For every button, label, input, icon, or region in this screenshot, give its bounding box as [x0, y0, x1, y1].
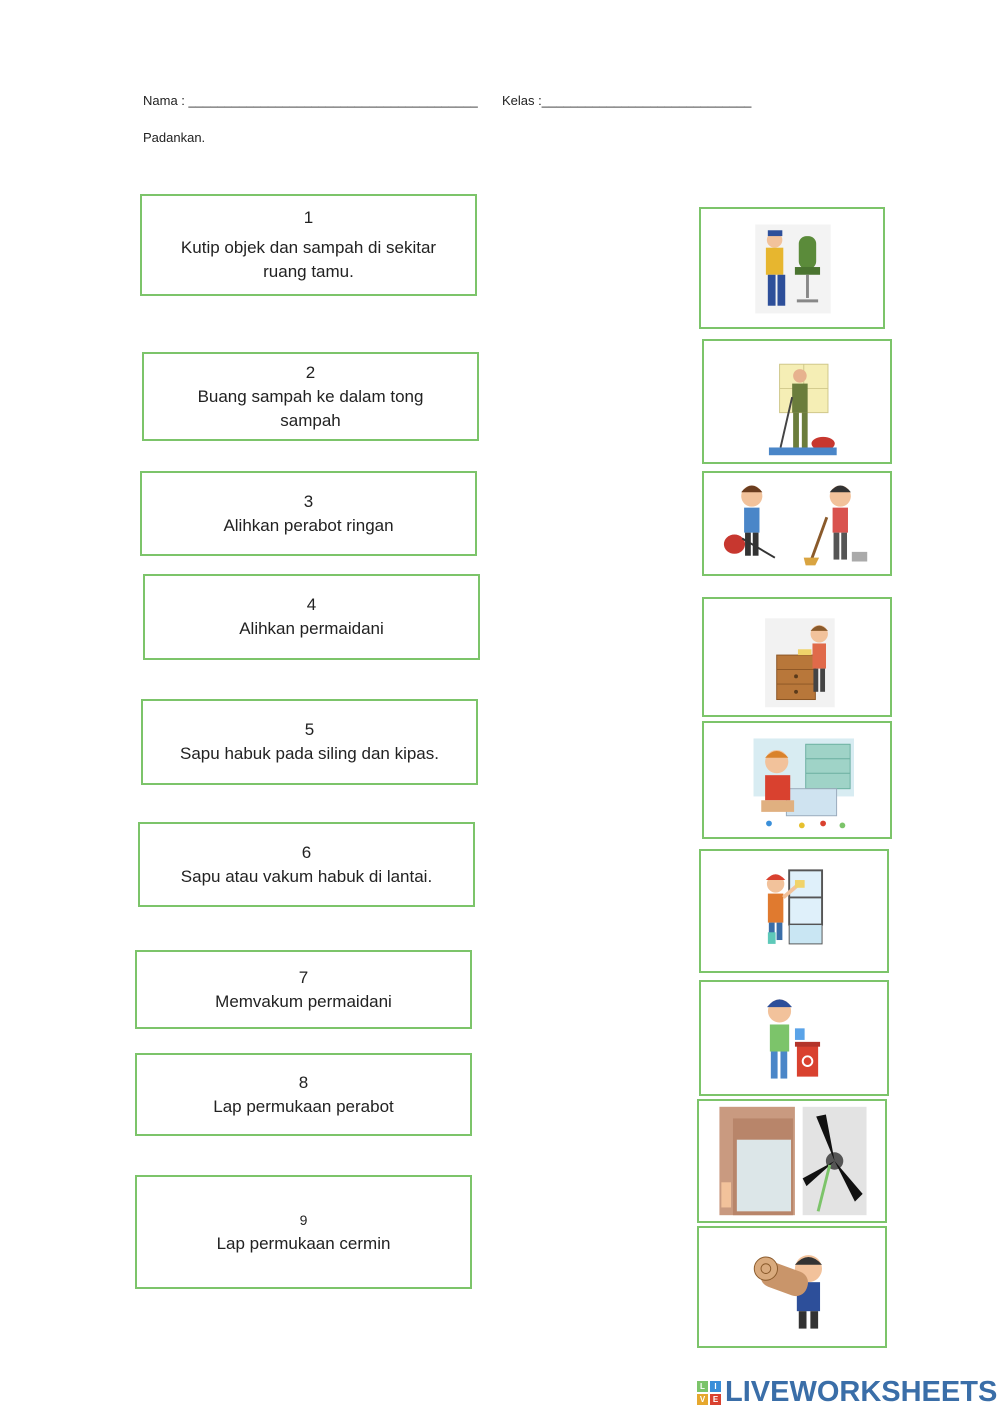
liveworksheets-logo-icon: L I V E [697, 1381, 721, 1405]
match-item-1[interactable] [140, 194, 477, 296]
boy-picking-up-toys-icon [704, 723, 890, 837]
picture-3[interactable] [702, 471, 892, 576]
match-item-9[interactable] [135, 1175, 472, 1289]
item-number: 8 [298, 1072, 309, 1092]
brand-name: LIVEWORKSHEETS [725, 1376, 998, 1408]
picture-4[interactable] [702, 597, 892, 717]
item-text: Buang sampah ke dalam tong sampah [197, 386, 424, 430]
boy-carrying-carpet-roll-icon [699, 1228, 885, 1346]
item-text: Sapu habuk pada siling dan kipas. [180, 744, 439, 763]
item-number: 5 [304, 720, 315, 739]
item-number: 3 [303, 491, 314, 511]
item-text: Lap permukaan cermin [216, 1234, 391, 1253]
item-number: 9 [299, 1212, 308, 1228]
liveworksheets-logo [697, 1376, 997, 1409]
picture-2[interactable] [702, 339, 892, 464]
picture-7[interactable] [699, 980, 889, 1096]
item-text: Sapu atau vakum habuk di lantai. [180, 866, 433, 886]
item-number: 1 [303, 208, 314, 227]
match-item-5[interactable] [141, 699, 478, 785]
class-field-label: Kelas :_____________________________ [502, 93, 752, 108]
boy-wiping-cabinet-icon [704, 599, 890, 715]
item-number: 4 [306, 595, 317, 614]
match-item-6[interactable] [138, 822, 475, 907]
picture-8[interactable] [697, 1099, 887, 1223]
match-item-4[interactable] [143, 574, 480, 660]
item-text: Kutip objek dan sampah di sekitar ruang tamu. [180, 238, 437, 281]
item-number: 2 [305, 362, 316, 382]
match-item-7[interactable] [135, 950, 472, 1029]
match-item-2[interactable] [142, 352, 479, 441]
item-text: Lap permukaan perabot [213, 1096, 394, 1116]
item-text: Memvakum permaidani [215, 991, 392, 1011]
name-field-label: Nama : ________________________________________ [143, 93, 478, 108]
match-item-3[interactable] [140, 471, 477, 556]
picture-6[interactable] [699, 849, 889, 973]
instruction-text: Padankan. [143, 130, 206, 145]
item-number: 7 [298, 967, 309, 987]
boys-vacuuming-and-sweeping-icon [704, 473, 890, 574]
item-number: 6 [301, 842, 312, 862]
boy-wiping-window-icon [701, 851, 887, 971]
match-item-8[interactable] [135, 1053, 472, 1136]
item-text: Alihkan permaidani [239, 619, 384, 638]
ceiling-fan-dusting-icon [699, 1101, 885, 1221]
woman-vacuuming-icon [704, 341, 890, 462]
item-text: Alihkan perabot ringan [223, 515, 394, 535]
picture-5[interactable] [702, 721, 892, 839]
person-moving-chair-icon [701, 209, 883, 327]
picture-9[interactable] [697, 1226, 887, 1348]
picture-1[interactable] [699, 207, 885, 329]
boy-throwing-rubbish-icon [701, 982, 887, 1094]
